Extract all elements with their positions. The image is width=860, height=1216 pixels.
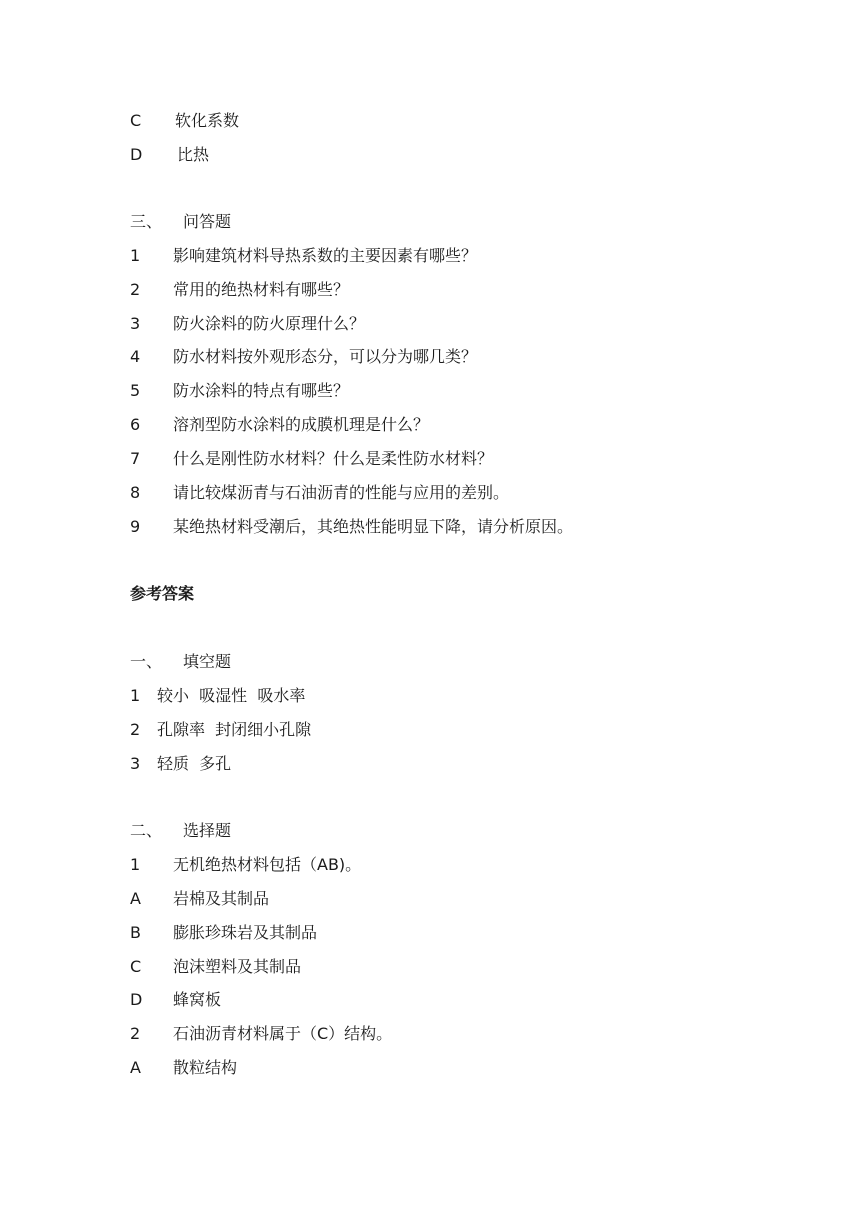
question-text: 影响建筑材料导热系数的主要因素有哪些？: [173, 246, 478, 265]
answer-text: 较小 吸湿性 吸水率: [157, 686, 306, 705]
answer-number: 1: [130, 686, 141, 705]
option-text: 散粒结构: [173, 1058, 238, 1077]
question-number: 7: [130, 449, 141, 468]
question-text: 常用的绝热材料有哪些？: [173, 280, 350, 299]
section-marker: 一、: [130, 652, 163, 671]
answer-number: 1: [130, 855, 141, 874]
section-marker: 二、: [130, 821, 163, 840]
answer-number: 3: [130, 754, 141, 773]
answer-text: 无机绝热材料包括（AB)。: [173, 855, 362, 874]
question-text: 防火涂料的防火原理什么？: [173, 314, 366, 333]
section-title: 问答题: [183, 212, 232, 231]
answer-number: 2: [130, 1024, 141, 1043]
option-marker: C: [130, 111, 142, 130]
answer-text: 石油沥青材料属于（C）结构。: [173, 1024, 393, 1043]
question-number: 5: [130, 381, 141, 400]
option-marker: A: [130, 1058, 141, 1077]
question-text: 溶剂型防水涂料的成膜机理是什么？: [173, 415, 430, 434]
option-marker: C: [130, 957, 142, 976]
option-marker: B: [130, 923, 141, 942]
question-number: 8: [130, 483, 141, 502]
question-number: 1: [130, 246, 141, 265]
question-text: 某绝热材料受潮后，其绝热性能明显下降，请分析原因。: [173, 517, 574, 536]
option-text: 比热: [177, 145, 210, 164]
option-marker: A: [130, 889, 141, 908]
section-title: 选择题: [183, 821, 232, 840]
question-number: 3: [130, 314, 141, 333]
option-marker: D: [130, 990, 143, 1009]
answer-text: 轻质 多孔: [157, 754, 232, 773]
question-text: 防水涂料的特点有哪些？: [173, 381, 350, 400]
question-number: 6: [130, 415, 141, 434]
section-title: 填空题: [183, 652, 232, 671]
question-number: 2: [130, 280, 141, 299]
section-marker: 三、: [130, 212, 163, 231]
option-text: 膨胀珍珠岩及其制品: [173, 923, 318, 942]
option-text: 岩棉及其制品: [173, 889, 270, 908]
question-text: 什么是刚性防水材料？什么是柔性防水材料？: [173, 449, 494, 468]
question-number: 9: [130, 517, 141, 536]
option-text: 软化系数: [175, 111, 240, 130]
answer-number: 2: [130, 720, 141, 739]
option-text: 蜂窝板: [173, 990, 222, 1009]
answers-title: 参考答案: [130, 584, 195, 603]
question-number: 4: [130, 347, 141, 366]
answer-text: 孔隙率 封闭细小孔隙: [157, 720, 312, 739]
question-text: 请比较煤沥青与石油沥青的性能与应用的差别。: [173, 483, 510, 502]
option-marker: D: [130, 145, 143, 164]
question-text: 防水材料按外观形态分，可以分为哪几类？: [173, 347, 478, 366]
option-text: 泡沫塑料及其制品: [173, 957, 302, 976]
